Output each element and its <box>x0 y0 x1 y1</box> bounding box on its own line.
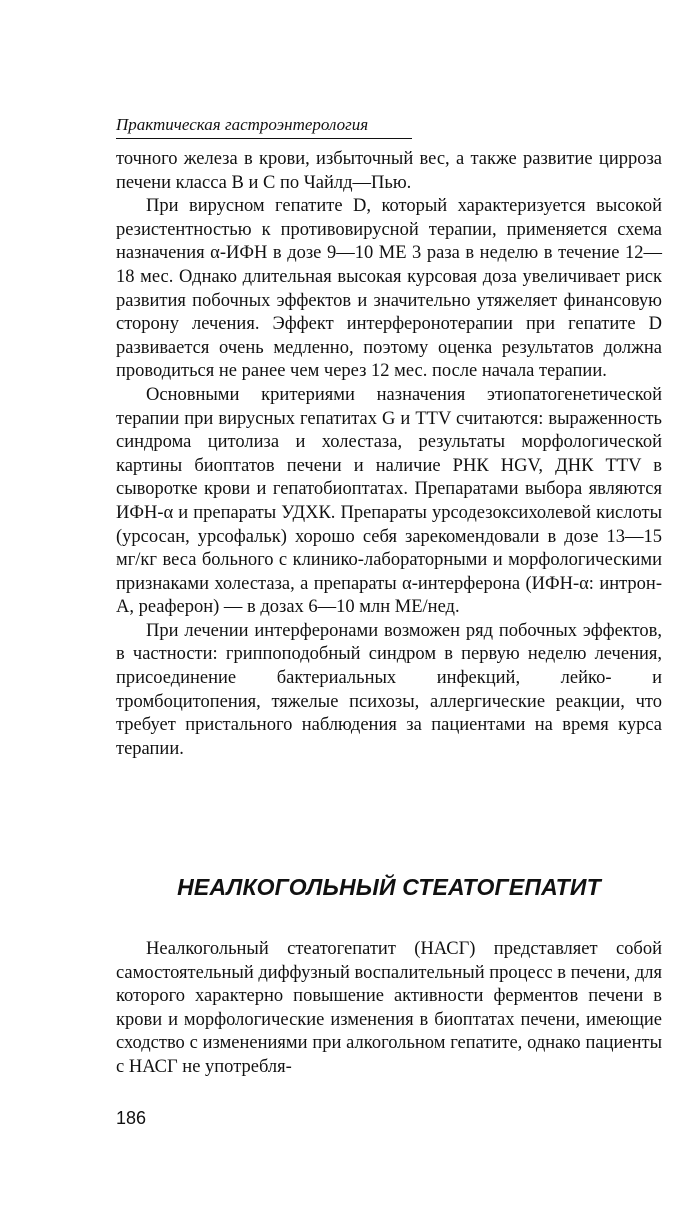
body-text <box>116 148 662 761</box>
running-head: Практическая гастроэнтерология <box>116 115 412 139</box>
paragraph-1: точного железа в крови, избыточный вес, а также развитие цирроза печени класса В и С по Чайлд—Пью. <box>116 149 662 193</box>
section-paragraph-1: Неалкогольный стеатогепатит (НАСГ) представляет собой самостоятельный диффузный воспалительный процесс в печени, для которого характерно повышение активности ферментов печени в крови и морфологические изменения в биоптатах печени, имеющие сходство с изменениями при алкогольном гепатите, однако пациенты с НАСГ не употребля- <box>116 939 662 1077</box>
section-body-text <box>116 938 662 1080</box>
section-heading: НЕАЛКОГОЛЬНЫЙ СТЕАТОГЕПАТИТ <box>177 874 601 900</box>
paragraph-4: При лечении интерферонами возможен ряд побочных эффектов, в частности: гриппоподобный синдром в первую неделю лечения, присоединение бактериальных инфекций, лейко- и тромбоцитопения, тяжелые психозы, аллергические реакции, что требует пристального наблюдения за пациентами на время курса терапии. <box>116 620 662 759</box>
paragraph-2: При вирусном гепатите D, который характеризуется высокой резистентностью к противовирусной терапии, применяется схема назначения α-ИФН в дозе 9—10 МЕ 3 раза в неделю в течение 12—18 мес. Однако длительная высокая курсовая доза увеличивает риск развития побочных эффектов и значительно утяжеляет финансовую сторону лечения. Эффект интерферонотерапии при гепатите D развивается очень медленно, поэтому оценка результатов должна проводиться не ранее чем через 12 мес. после начала терапии. <box>116 196 662 382</box>
paragraph-3: Основными критериями назначения этиопатогенетической терапии при вирусных гепатитах G и TTV считаются: выраженность синдрома цитолиза и холестаза, результаты морфологической картины биоптатов печени и наличие РНК HGV, ДНК TTV в сыворотке крови и гепатобиоптатах. Препаратами выбора являются ИФН-α и препараты УДХК. Препараты урсодезоксихолевой кислоты (урсосан, урсофальк) хорошо себя зарекомендовали в дозе 13—15 мг/кг веса больного с клинико-лабораторными и морфологическими признаками холестаза, а препараты α-интерферона (ИФН-α: интрон-А, реаферон) — в дозах 6—10 млн МЕ/нед. <box>116 384 662 618</box>
page-number: 186 <box>116 1108 147 1128</box>
